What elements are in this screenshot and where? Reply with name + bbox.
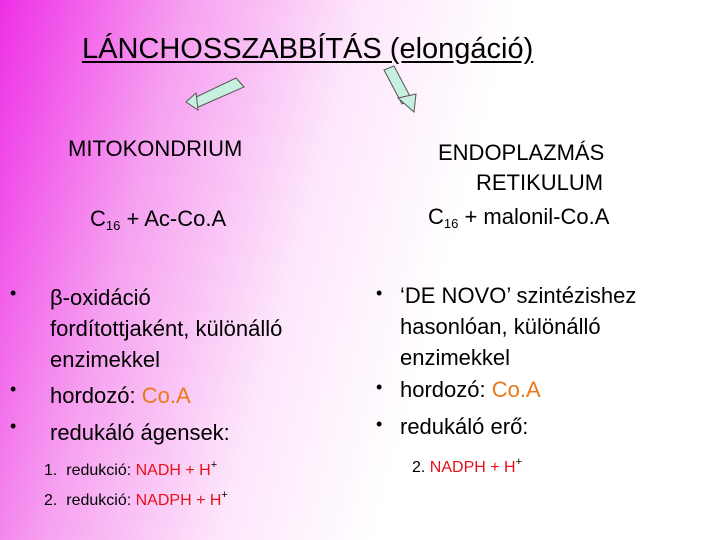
right-bullet-2: hordozó: Co.A bbox=[400, 377, 541, 402]
bullet-dot: • bbox=[376, 377, 383, 397]
left-formula: $C_{16} + Ac-Co.A$ bbox=[90, 206, 227, 233]
right-formula: $C_{16}$ + malonil-Co.A bbox=[428, 204, 610, 231]
left-bullet-1: β-oxidáció fordítottjaként, különálló enzimekkel bbox=[50, 285, 283, 372]
left-bullet-2: hordozó: Co.A bbox=[50, 383, 191, 408]
right-heading-2: RETIKULUM bbox=[476, 170, 604, 195]
right-arrow-icon bbox=[384, 66, 412, 104]
left-arrow-icon bbox=[194, 78, 244, 108]
bullet-dot: • bbox=[10, 416, 17, 436]
slide-title: LÁNCHOSSZABBÍTÁS (elongáció) bbox=[82, 33, 534, 65]
left-heading: MITOKONDRIUM bbox=[68, 136, 243, 161]
right-heading-1: ENDOPLAZMÁS bbox=[438, 140, 605, 165]
bullet-dot: • bbox=[10, 283, 17, 303]
right-bullet-1: ‘DE NOVO’ szintézishez hasonlóan, különálló enzimekkel bbox=[400, 283, 637, 370]
right-arrow-head bbox=[398, 94, 416, 112]
bullet-dot: • bbox=[376, 414, 383, 434]
left-bullet-3: redukáló ágensek: bbox=[50, 420, 230, 445]
left-step-2: 2. redukció: NADPH + H+ bbox=[44, 489, 228, 509]
right-step-1: 2. NADPH + H+ bbox=[412, 456, 523, 476]
bullet-dot: • bbox=[10, 379, 17, 399]
right-bullet-3: redukáló erő: bbox=[400, 414, 529, 439]
bullet-dot: • bbox=[376, 283, 383, 303]
left-step-1: 1. redukció: NADH + H+ bbox=[44, 459, 218, 479]
left-arrow-head bbox=[186, 93, 198, 110]
